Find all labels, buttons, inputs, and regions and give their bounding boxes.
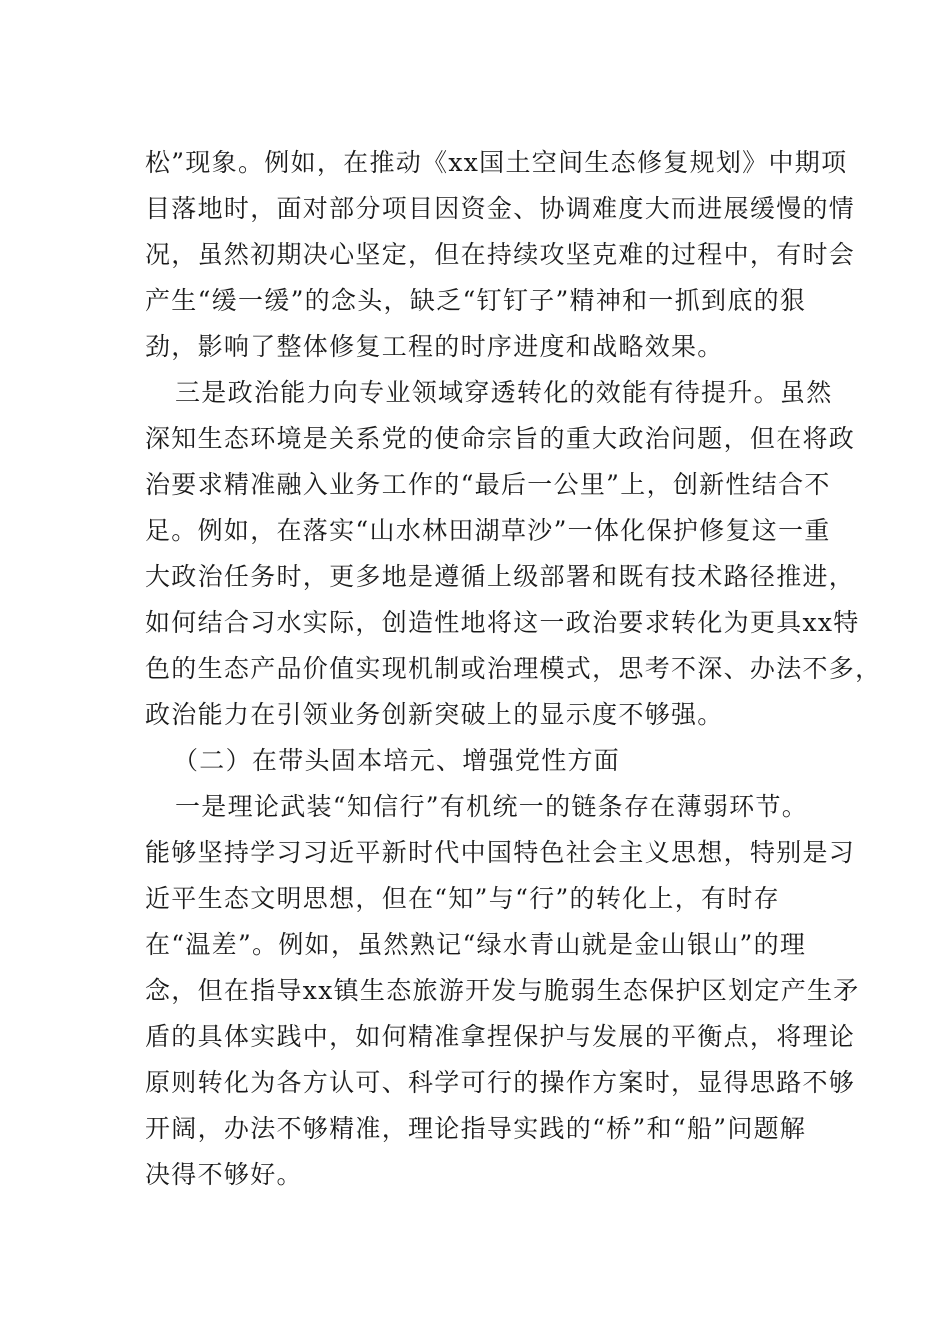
text-line: 色的生态产品价值实现机制或治理模式，思考不深、办法不多， — [145, 654, 882, 683]
document-body — [145, 140, 882, 1198]
text-line: 松”现象。例如，在推动《xx国土空间生态修复规划》中期项 — [145, 148, 848, 177]
text-line: 深知生态环境是关系党的使命宗旨的重大政治问题，但在将政 — [145, 424, 856, 453]
text-line: 政治能力在引领业务创新突破上的显示度不够强。 — [145, 700, 724, 729]
text-line: 原则转化为各方认可、科学可行的操作方案时，显得思路不够 — [145, 1068, 856, 1097]
text-line: 劲，影响了整体修复工程的时序进度和战略效果。 — [145, 332, 724, 361]
text-line: 况，虽然初期决心坚定，但在持续攻坚克难的过程中，有时会 — [145, 240, 856, 269]
text-line: 大政治任务时，更多地是遵循上级部署和既有技术路径推进， — [145, 562, 856, 591]
text-line: 治要求精准融入业务工作的“最后一公里”上，创新性结合不 — [145, 470, 831, 499]
section-heading: （二）在带头固本培元、增强党性方面 — [173, 746, 621, 775]
text-line: 产生“缓一缓”的念头，缺乏“钉钉子”精神和一抓到底的狠 — [145, 286, 807, 315]
text-line: 在“温差”。例如，虽然熟记“绿水青山就是金山银山”的理 — [145, 930, 807, 959]
text-line: 开阔，办法不够精准，理论指导实践的“桥”和“船”问题解 — [145, 1114, 807, 1143]
text-line: 足。例如，在落实“山水林田湖草沙”一体化保护修复这一重 — [145, 516, 831, 545]
text-line: 如何结合习水实际，创造性地将这一政治要求转化为更具xx特 — [145, 608, 860, 637]
paragraph-start-line: 一是理论武装“知信行”有机统一的链条存在薄弱环节。 — [175, 792, 809, 821]
text-line: 目落地时，面对部分项目因资金、协调难度大而进展缓慢的情 — [145, 194, 856, 223]
text-line: 念，但在指导xx镇生态旅游开发与脆弱生态保护区划定产生矛 — [145, 976, 860, 1005]
text-line: 盾的具体实践中，如何精准拿捏保护与发展的平衡点，将理论 — [145, 1022, 856, 1051]
paragraph-start-line: 三是政治能力向专业领域穿透转化的效能有待提升。虽然 — [175, 378, 833, 407]
text-line: 决得不够好。 — [145, 1160, 303, 1189]
text-line: 近平生态文明思想，但在“知”与“行”的转化上，有时存 — [145, 884, 780, 913]
text-line: 能够坚持学习习近平新时代中国特色社会主义思想，特别是习 — [145, 838, 856, 867]
